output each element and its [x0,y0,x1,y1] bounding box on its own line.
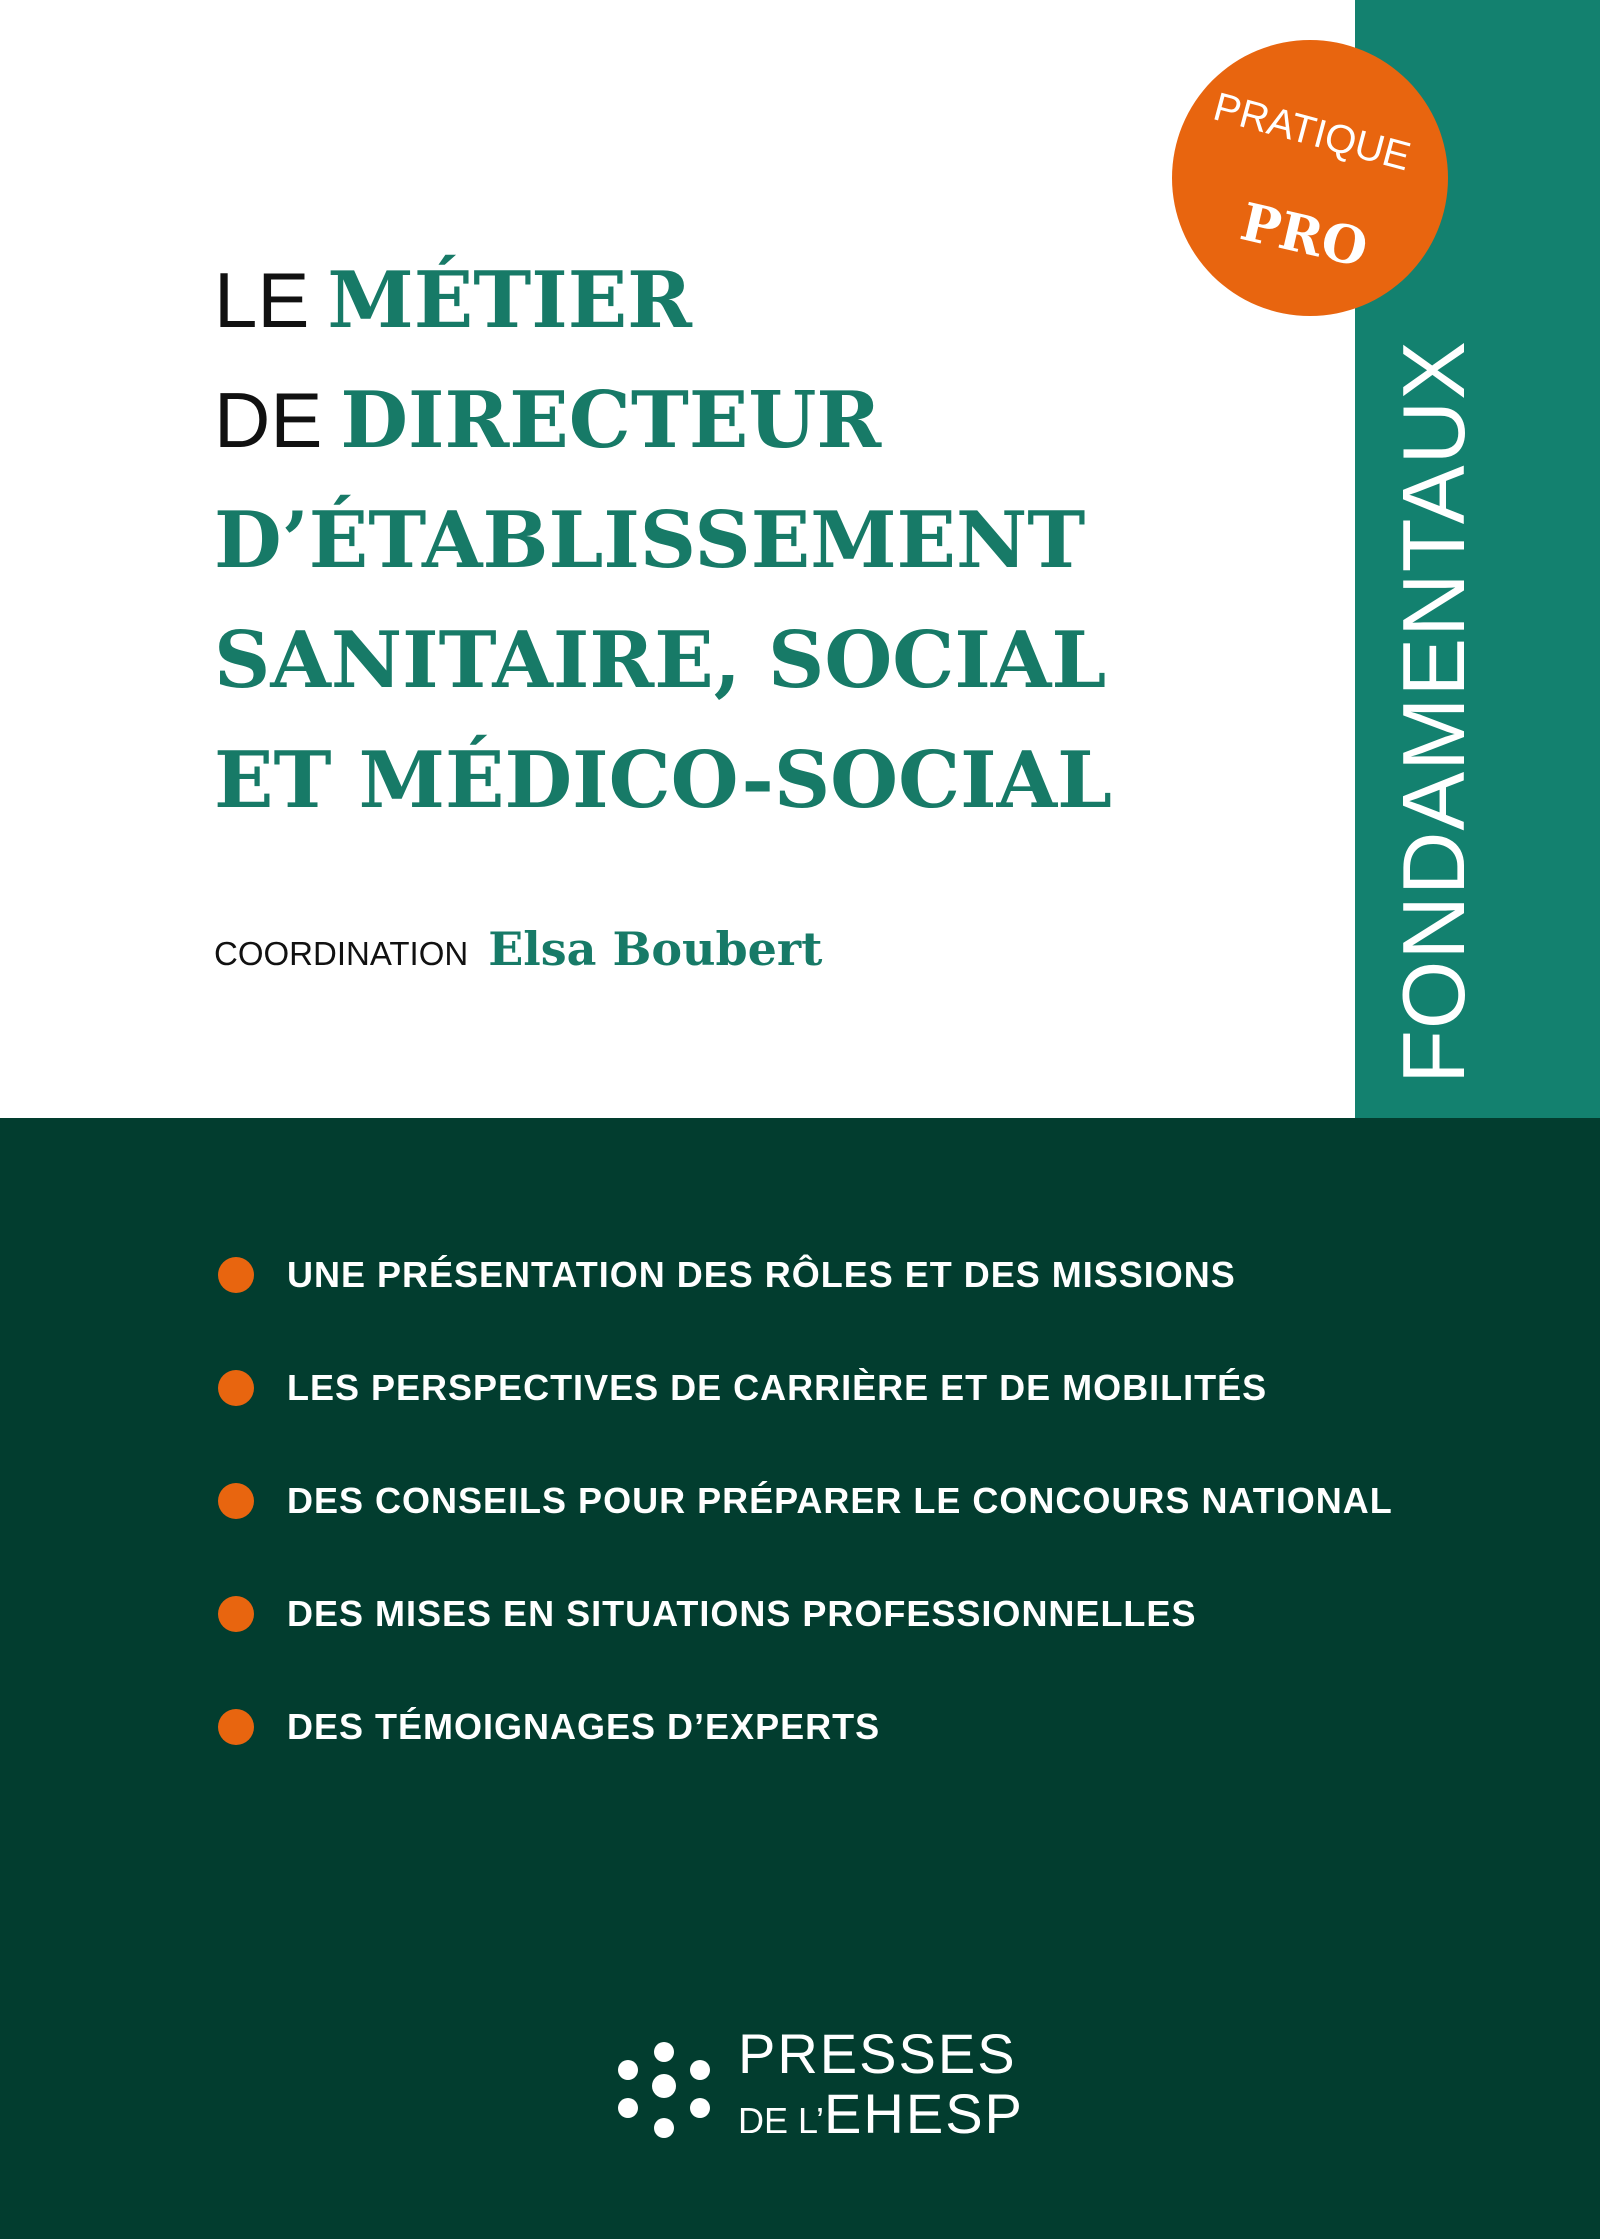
list-item [218,1331,1393,1444]
coordination-label: COORDINATION [214,935,469,972]
title-line [214,360,1112,480]
publisher-name [738,2024,1024,2159]
bullet-dot-icon [218,1257,254,1293]
publisher-line2-small: DE L’ [738,2100,825,2141]
title-line [214,240,1112,360]
list-item [218,1444,1393,1557]
cover-bottom [0,1118,1600,2239]
list-item [218,1557,1393,1670]
title-bold: SANITAIRE, SOCIAL [214,615,1107,706]
title-bold: D’ÉTABLISSEMENT [214,495,1086,586]
bullet-dot-icon [218,1483,254,1519]
list-item [218,1670,1393,1783]
badge-line2: PRO [1235,191,1374,280]
title-bold: DIRECTEUR [340,375,882,466]
bullet-dot-icon [218,1596,254,1632]
list-item-text: DES CONSEILS POUR PRÉPARER LE CONCOURS NATIONAL [287,1479,1393,1521]
coordination [214,922,822,976]
pratique-pro-badge [1172,40,1448,316]
title-line [214,480,1112,600]
title-thin: LE [214,256,310,344]
list-item [218,1218,1393,1331]
book-title [214,240,1112,840]
bullet-dot-icon [218,1709,254,1745]
publisher-line1: PRESSES [738,2022,1017,2085]
title-thin: DE [214,376,323,464]
title-line [214,600,1112,720]
badge-line1: PRATIQUE [1208,84,1416,180]
list-item-text: DES MISES EN SITUATIONS PROFESSIONNELLES [287,1592,1197,1634]
title-line [214,720,1112,840]
feature-list [218,1218,1393,1783]
list-item-text: DES TÉMOIGNAGES D’EXPERTS [287,1705,881,1747]
title-bold: ET MÉDICO-SOCIAL [214,735,1113,826]
coordinator-name: Elsa Boubert [488,922,823,976]
list-item-text: LES PERSPECTIVES DE CARRIÈRE ET DE MOBILITÉS [287,1366,1268,1408]
series-label: FONDAMENTAUX [1384,340,1483,1084]
publisher-line2-large: EHESP [824,2082,1024,2145]
title-bold: MÉTIER [327,255,693,346]
list-item-text: UNE PRÉSENTATION DES RÔLES ET DES MISSIONS [287,1253,1236,1295]
cover-top [0,0,1600,1118]
bullet-dot-icon [218,1370,254,1406]
